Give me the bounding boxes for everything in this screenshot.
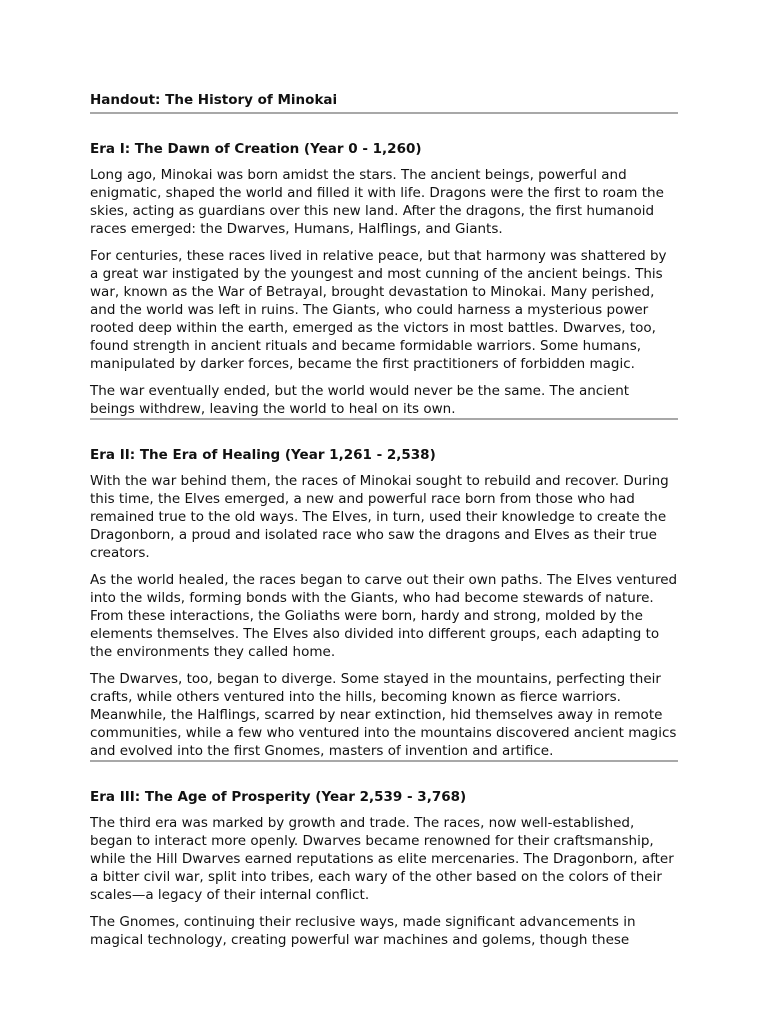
era-heading: Era I: The Dawn of Creation (Year 0 - 1,260)	[90, 141, 422, 157]
paragraph: The third era was marked by growth and trade. The races, now well-established, began to interact more openly. Dwarves became renowned for their craftsmanship, while the Hill Dwarves earned reputations as elite mercenaries. The Dragonborn, after a bitter civil war, split into tribes, each wary of the other based on the colors of their scales—a legacy of their internal conflict.	[90, 815, 674, 903]
era-section-1	[90, 139, 678, 418]
paragraph: The war eventually ended, but the world would never be the same. The ancient beings withdrew, leaving the world to heal on its own.	[90, 383, 630, 417]
era-section-3	[90, 762, 678, 982]
paragraph: The Gnomes, continuing their reclusive ways, made significant advancements in magical technology, creating powerful war machines and golems, though these	[90, 914, 636, 948]
era-heading: Era III: The Age of Prosperity (Year 2,539 - 3,768)	[90, 789, 467, 805]
era-section-2	[90, 445, 678, 760]
section-divider	[90, 418, 678, 420]
paragraph: Long ago, Minokai was born amidst the stars. The ancient beings, powerful and enigmatic, shaped the world and filled it with life. Dragons were the first to roam the skies, acting as guardians over this new land. After the dragons, the first humanoid races emerged: the Dwarves, Humans, Halflings, and Giants.	[90, 167, 664, 237]
paragraph: With the war behind them, the races of Minokai sought to rebuild and recover. During this time, the Elves emerged, a new and powerful race born from those who had remained true to the old ways. The Elves, in turn, used their knowledge to create the Dragonborn, a proud and isolated race who saw the dragons and Elves as their true creators.	[90, 473, 669, 561]
era-heading: Era II: The Era of Healing (Year 1,261 - 2,538)	[90, 447, 436, 463]
paragraph: As the world healed, the races began to carve out their own paths. The Elves ventured into the wilds, forming bonds with the Giants, who had become stewards of nature. From these interactions, the Goliaths were born, hardy and strong, molded by the elements themselves. The Elves also divided into different groups, each adapting to the environments they called home.	[90, 572, 678, 660]
handout-page	[90, 90, 678, 982]
paragraph: For centuries, these races lived in relative peace, but that harmony was shattered by a great war instigated by the youngest and most cunning of the ancient beings. This war, known as the War of Betrayal, brought devastation to Minokai. Many perished, and the world was left in ruins. The Giants, who could harness a mysterious power rooted deep within the earth, emerged as the victors in most battles. Dwarves, too, found strength in ancient rituals and became formidable warriors. Some humans, manipulated by darker forces, became the first practitioners of forbidden magic.	[90, 248, 667, 372]
document-title: Handout: The History of Minokai	[90, 92, 338, 108]
paragraph: The Dwarves, too, began to diverge. Some stayed in the mountains, perfecting their crafts, while others ventured into the hills, becoming known as fierce warriors. Meanwhile, the Halflings, scarred by near extinction, hid themselves away in remote communities, while a few who ventured into the mountains discovered ancient magics and evolved into the first Gnomes, masters of invention and artifice.	[90, 671, 677, 759]
title-divider	[90, 112, 678, 114]
